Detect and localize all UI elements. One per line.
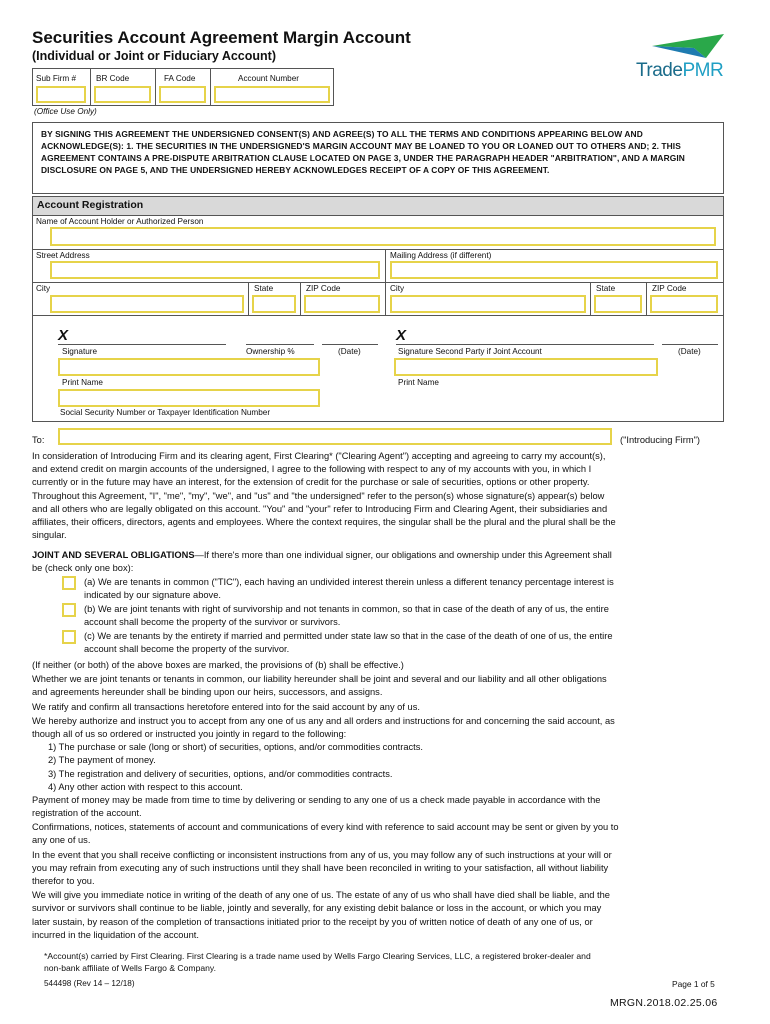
terms-body: [32, 659, 732, 942]
to-label: To:: [32, 435, 45, 445]
list-item: 4) Any other action with respect to this account.: [48, 781, 243, 792]
text-line: account shall become the property of the survivor or survivors.: [84, 617, 341, 628]
text-line: indicated by our signature above.: [84, 590, 221, 601]
consent-notice: BY SIGNING THIS AGREEMENT THE UNDERSIGNED CONSENT(S) AND AGREE(S) TO ALL THE TERMS AND CONDITIONS APPEARING BELOW AND ACKNOWLEDGE(S): 1. THE SECURITIES IN THE UNDERSIGNED'S MARGIN ACCOUNT MAY BE LOANED TO YOU OR LOANED OUT TO OTHERS AND; 2. THIS AGREEMENT CONTAINS A PRE-DISPUTE ARBITRATION CLAUSE LOCATED ON PAGE 3, UNDER THE PARAGRAPH HEADER "ARBITRATION", AND A MARGIN DISCLOSURE ON PAGE 5, AND THE UNDERSIGNED HEREBY ACKNOWLEDGES RECEIPT OF A COPY OF THIS AGREEMENT.: [32, 122, 724, 194]
text-line: later sustain, by reason of the completion of transactions initiated prior to the receipt by you of written notice of death of any one of us, or: [32, 916, 593, 927]
text-line: We ratify and confirm all transactions heretofore entered into for the said account by any of us.: [32, 701, 420, 712]
divider: [210, 68, 211, 106]
mailing-zip-label: ZIP Code: [652, 284, 687, 293]
zip-label: ZIP Code: [306, 284, 341, 293]
text-line: In the event that you shall receive conflicting or inconsistent instructions from any of us, you may follow any of such instructions at your will or: [32, 849, 612, 860]
street-address-input[interactable]: [50, 261, 380, 279]
text-line: you may refrain from executing any of such instructions until they shall have been reconciled in writing to your satisfaction, all without liability: [32, 862, 609, 873]
mailing-city-label: City: [390, 284, 405, 293]
mailing-state-label: State: [596, 284, 616, 293]
text-line: (c) We are tenants by the entirety if married and permitted under state law so that in the case of the death of one of us, the entire: [84, 631, 613, 641]
ownership-line[interactable]: [246, 344, 314, 345]
text-line: Whether we are joint tenants or tenants in common, our liability hereunder shall be joint and several and our liability and all other obligations: [32, 674, 607, 685]
option-b-text: [84, 603, 734, 629]
text-line: and agreements hereunder shall be binding upon our heirs, successors, and assigns.: [32, 687, 383, 698]
intro-paragraph: [32, 450, 732, 542]
print-name-label: Print Name: [62, 378, 103, 387]
text-line: (a) We are tenants in common ("TIC"), each having an undivided interest therein unless a different tenancy percentage interest is: [84, 577, 614, 587]
divider: [32, 215, 724, 216]
text-line: affiliates, their officers, directors, agents and employees. Where the context requires, the singular shall be the plural and the plural shall be the: [32, 516, 616, 527]
account-number-input[interactable]: [214, 86, 330, 103]
form-number: 544498 (Rev 14 – 12/18): [44, 979, 135, 988]
divider: [90, 68, 91, 106]
page-number: Page 1 of 5: [672, 979, 715, 989]
divider: [32, 249, 724, 250]
signature2-label: Signature Second Party if Joint Account: [398, 347, 542, 356]
print-name2-label: Print Name: [398, 378, 439, 387]
jtwros-checkbox[interactable]: [62, 603, 76, 617]
text-line: registration of the account.: [32, 808, 142, 819]
tenants-by-entirety-checkbox[interactable]: [62, 630, 76, 644]
sub-firm-input[interactable]: [36, 86, 86, 103]
text-line: and all others who are legally obligated on this account. "You" and "your" refer to Introducing Firm and Clearing Agent, their subsidiaries and: [32, 503, 608, 514]
br-code-label: BR Code: [96, 74, 130, 83]
text-line: In consideration of Introducing Firm and its clearing agent, First Clearing* ("Clearing Agent") accepting and agreeing to carry my account(s),: [32, 451, 606, 461]
text-line: Throughout this Agreement, "I", "me", "my", "we", and "us" and "the undersigned" refer to the person(s) whose signature(s) appear(s) below: [32, 490, 605, 501]
divider: [300, 282, 301, 315]
text-line: therefor to you.: [32, 876, 95, 886]
date-label: (Date): [338, 347, 361, 356]
text-line: non-bank affiliate of Wells Fargo & Company.: [44, 963, 216, 974]
state-label: State: [254, 284, 274, 293]
state-input[interactable]: [252, 295, 296, 313]
text-line: any one of us.: [32, 835, 91, 846]
mailing-city-input[interactable]: [390, 295, 586, 313]
signature-x-mark: X: [58, 327, 69, 344]
introducing-firm-input[interactable]: [58, 428, 612, 445]
tradepmr-logo: [636, 60, 723, 82]
option-c-text: [84, 630, 734, 656]
logo-text-trade: Trade: [636, 60, 683, 81]
ssn-input[interactable]: [58, 389, 320, 407]
fa-code-input[interactable]: [159, 86, 206, 103]
signature-line[interactable]: [58, 344, 226, 345]
introducing-firm-label: ("Introducing Firm"): [620, 435, 700, 445]
divider: [646, 282, 647, 315]
text-line: though all of us so ordered or instructed you jointly in regard to the following:: [32, 728, 347, 739]
list-item: 1) The purchase or sale (long or short) of securities, options, and/or commodities contracts.: [48, 742, 423, 753]
text-line: (b) We are joint tenants with right of survivorship and not tenants in common, so that in case of the death of any of us, the entire: [84, 604, 609, 614]
joint-obligations-paragraph: [32, 549, 732, 575]
text-line: Payment of money may be made from time to time by delivering or sending to any one of us a check made payable in accordance with the: [32, 794, 601, 805]
signature2-x-mark: X: [396, 327, 407, 344]
tic-checkbox[interactable]: [62, 576, 76, 590]
ownership-label: Ownership %: [246, 347, 295, 356]
city-input[interactable]: [50, 295, 244, 313]
divider: [248, 282, 249, 315]
text-line: singular.: [32, 530, 67, 541]
mailing-address-label: Mailing Address (if different): [390, 251, 492, 260]
form-subtitle: (Individual or Joint or Fiduciary Account): [32, 49, 276, 63]
account-holder-name-input[interactable]: [50, 227, 716, 246]
text-line: and extend credit on margin accounts of the undersigned, I agree to the following with respect to any of my accounts with you, in which I: [32, 464, 592, 475]
name-label: Name of Account Holder or Authorized Person: [36, 217, 204, 226]
list-item: 2) The payment of money.: [48, 755, 156, 766]
street-address-label: Street Address: [36, 251, 90, 260]
list-item: 3) The registration and delivery of securities, options, and/or commodities contracts.: [48, 768, 393, 779]
signature-label: Signature: [62, 347, 98, 356]
mailing-state-input[interactable]: [594, 295, 642, 313]
text-line: survivor or survivors shall continue to be liable, jointly and severally, for any existing debit balance or loss in the account, or which you may: [32, 903, 602, 914]
option-a-text: [84, 576, 734, 602]
date2-line[interactable]: [662, 344, 718, 345]
br-code-input[interactable]: [94, 86, 151, 103]
signature2-line[interactable]: [396, 344, 654, 345]
print-name-input[interactable]: [58, 358, 320, 376]
account-registration-heading: Account Registration: [33, 197, 723, 215]
joint-obligations-heading: JOINT AND SEVERAL OBLIGATIONS: [32, 550, 195, 560]
mailing-zip-input[interactable]: [650, 295, 718, 313]
text-line: —If there's more than one individual signer, our obligations and ownership under this Agreement shall: [194, 550, 612, 560]
zip-input[interactable]: [304, 295, 380, 313]
account-number-label: Account Number: [238, 74, 299, 83]
tradepmr-logo-icon: [650, 32, 726, 60]
date2-label: (Date): [678, 347, 701, 356]
text-line: incurred in the liquidation of the account.: [32, 929, 199, 940]
form-code: MRGN.2018.02.25.06: [610, 997, 718, 1009]
text-line: (If neither (or both) of the above boxes are marked, the provisions of (b) shall be effective.): [32, 660, 404, 670]
date-line[interactable]: [322, 344, 378, 345]
text-line: account shall become the property of the survivor.: [84, 644, 290, 655]
office-use-note: (Office Use Only): [34, 107, 97, 116]
divider: [155, 68, 156, 106]
fa-code-label: FA Code: [164, 74, 196, 83]
footnote: [44, 950, 734, 974]
logo-text-pmr: PMR: [682, 60, 724, 81]
text-line: We will give you immediate notice in writing of the death of any one of us. The estate of any of us who shall have died shall be liable, and the: [32, 890, 610, 901]
text-line: *Account(s) carried by First Clearing. First Clearing is a trade name used by Wells Fargo Clearing Services, LLC, a registered broker-dealer and: [44, 951, 591, 961]
city-label: City: [36, 284, 51, 293]
divider: [32, 315, 724, 316]
mailing-address-input[interactable]: [390, 261, 718, 279]
divider: [590, 282, 591, 315]
print-name2-input[interactable]: [394, 358, 658, 376]
ssn-label: Social Security Number or Taxpayer Identification Number: [60, 408, 271, 417]
form-title: Securities Account Agreement Margin Account: [32, 28, 411, 47]
text-line: We hereby authorize and instruct you to accept from any one of us any and all orders and instructions for and concerning the said account, as: [32, 715, 615, 726]
divider: [32, 282, 724, 283]
text-line: currently or in the future may have an interest, for the extension of credit for the purchase or sale of securities, options or other property.: [32, 477, 590, 488]
text-line: Confirmations, notices, statements of account and communications of every kind with reference to said account may be sent or given by you to: [32, 822, 619, 833]
sub-firm-label: Sub Firm #: [36, 74, 77, 83]
text-line: be (check only one box):: [32, 563, 134, 574]
